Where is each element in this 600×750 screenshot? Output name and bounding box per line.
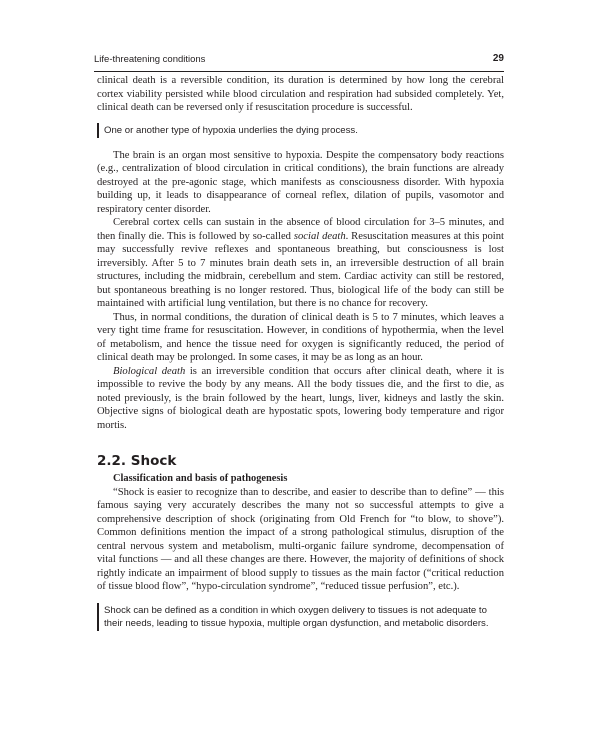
page-body xyxy=(97,74,504,631)
body-paragraph-biological-death xyxy=(97,365,504,433)
body-paragraph-social-death xyxy=(97,216,504,311)
paragraph-text: is an irreversible condition that occurs after clinical death, where it is impossible to revive the body by any means. All the body tissues die, and the first to die, as noted previously, is the brain followed by the heart, lungs, liver, kidneys and lastly the skin. Objective signs of biological death are hypostatic spots, lowering body temperature and rigor mortis. xyxy=(97,365,504,431)
running-header xyxy=(94,53,504,72)
paragraph-text: Cerebral cortex cells can sustain in the absence of blood circulation for 3–5 minutes, and then finally die. This is followed by so-called xyxy=(97,217,504,242)
running-title: Life-threatening conditions xyxy=(94,54,206,65)
emphasis-biological-death: Biological death xyxy=(113,365,186,377)
page-number: 29 xyxy=(492,53,504,64)
emphasis-social-death: social death xyxy=(293,230,346,242)
paragraph-text: . Resuscitation measures at this point may successfully revive reflexes and spontaneous breathing, but consciousness is lost irreversibly. After 5 to 7 minutes brain death sets in, an irreversible destruction of all brain structures, including the midbrain, cerebellum and stem. Cardiac activity can still be restored, but spontaneous breathing is no longer restored. Thus, biological life of the body can still be maintained with artificial lung ventilation, but there is no chance for recovery. xyxy=(97,230,504,309)
callout-box-hypoxia: One or another type of hypoxia underlies the dying process. xyxy=(97,123,504,138)
body-paragraph-continued: clinical death is a reversible condition, its duration is determined by how long the cerebral cortex viability persisted while blood circulation and respiration had subsided completely. Yet, clinical death can be reversed only if resuscitation procedure is successful. xyxy=(97,75,504,113)
subsection-heading-classification: Classification and basis of pathogenesis xyxy=(113,473,288,484)
callout-box-shock: Shock can be defined as a condition in which oxygen delivery to tissues is not adequate to their needs, leading to tissue hypoxia, multiple organ dysfunction, and metabolic disorders. xyxy=(97,603,504,631)
body-paragraph-clinical-death-duration: Thus, in normal conditions, the duration of clinical death is 5 to 7 minutes, which leaves a very tight time frame for resuscitation. However, in conditions of hypothermia, when the level of metabolism, and hence the tissue need for oxygen is significantly reduced, the period of clinical death may be prolonged. In some cases, it may be as long as an hour. xyxy=(97,311,504,363)
section-heading-shock: 2.2. Shock xyxy=(97,453,177,469)
body-paragraph-shock-definition: “Shock is easier to recognize than to describe, and easier to describe than to define” — this famous saying very accurately describes the many not so successful attempts to give a comprehensive description of shock (originating from Old French for “to blow, to shove”). Common definitions mention the impact of a strong pathological stimulus, disruption of the central nervous system and metabolism, multi-organic failure syndrome, decompensation of vital functions — and all these changes are there. However, the majority of definitions of shock rightly indicate an impairment of blood supply to tissues as the main factor (“critical reduction of tissue blood flow”, “hypo-circulation syndrome”, “reduced tissue perfusion”, etc.). xyxy=(97,486,504,592)
body-paragraph-brain-hypoxia: The brain is an organ most sensitive to hypoxia. Despite the compensatory body reactions (e.g., centralization of blood circulation in critical conditions), the brain functions are already destroyed at the pre-agonic stage, which manifests as consciousness disorder. With hypoxia building up, it leads to disappearance of corneal reflex, dilation of pupils, vasomotor and respiratory center disorder. xyxy=(97,149,504,215)
